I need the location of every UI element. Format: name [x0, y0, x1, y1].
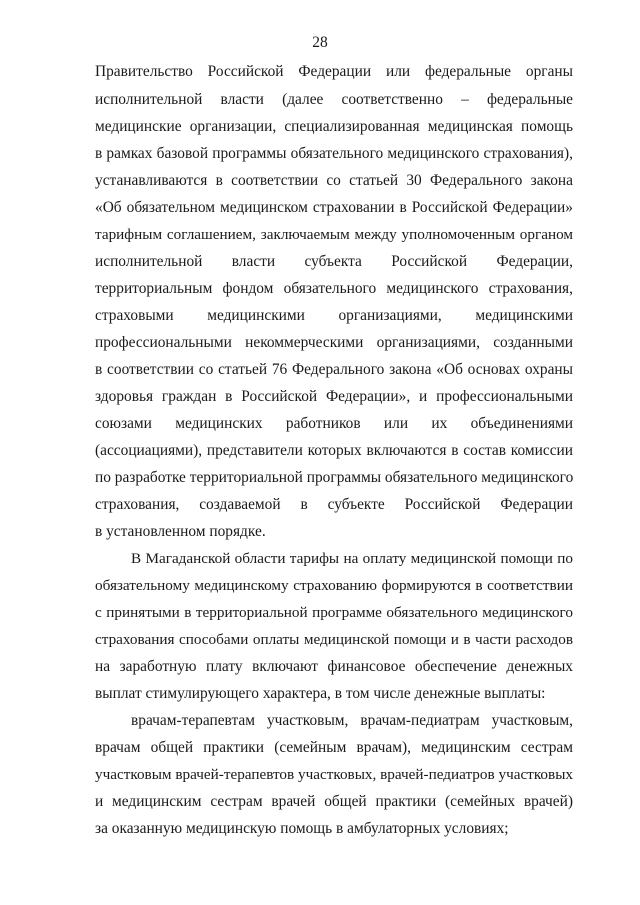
paragraph-2-line-1: В Магаданской области тарифы на оплату медицинской помощи по — [131, 550, 573, 567]
paragraph-1-line-18: в установленном порядке. — [95, 523, 266, 540]
paragraph-1-line-7: тарифным соглашением, заключаемым между уполномоченным органом — [95, 226, 573, 243]
paragraph-1-line-2: исполнительной власти (далее соответственно – федеральные — [95, 91, 573, 108]
paragraph-2-line-5: на заработную плату включают финансовое обеспечение денежных — [95, 658, 573, 675]
paragraph-1-line-13: здоровья граждан в Российской Федерации», и профессиональными — [95, 388, 573, 405]
paragraph-1-line-16: по разработке территориальной программы обязательного медицинского — [95, 469, 574, 486]
paragraph-2-line-4: страхования способами оплаты медицинской помощи и в части расходов — [95, 631, 573, 648]
paragraph-1-line-5: устанавливаются в соответствии со статьей 30 Федерального закона — [95, 172, 573, 189]
paragraph-2-line-6: выплат стимулирующего характера, в том числе денежные выплаты: — [95, 685, 546, 702]
paragraph-1-line-4: в рамках базовой программы обязательного медицинского страхования), — [95, 145, 573, 162]
paragraph-2-line-3: с принятыми в территориальной программе обязательного медицинского — [95, 604, 573, 621]
paragraph-1-line-12: в соответствии со статьей 76 Федерального закона «Об основах охраны — [95, 361, 573, 378]
paragraph-3-line-2: врачам общей практики (семейным врачам), медицинским сестрам — [95, 739, 573, 756]
page-number: 28 — [312, 34, 328, 51]
paragraph-1-line-8: исполнительной власти субъекта Российской Федерации, — [95, 253, 573, 270]
paragraph-1-line-11: профессиональными некоммерческими организациями, созданными — [95, 334, 573, 351]
paragraph-1-line-17: страхования, создаваемой в субъекте Российской Федерации — [95, 496, 573, 513]
paragraph-1-line-1: Правительство Российской Федерации или федеральные органы — [95, 63, 573, 80]
paragraph-2-line-2: обязательному медицинскому страхованию формируются в соответствии — [95, 577, 573, 594]
paragraph-1-line-3: медицинские организации, специализированная медицинская помощь — [95, 118, 573, 135]
paragraph-3-line-1: врачам-терапевтам участковым, врачам-педиатрам участковым, — [131, 712, 573, 729]
paragraph-1-line-14: союзами медицинских работников или их объединениями — [95, 415, 573, 432]
paragraph-3-line-4: и медицинским сестрам врачей общей практики (семейных врачей) — [95, 793, 573, 810]
paragraph-1-line-10: страховыми медицинскими организациями, медицинскими — [95, 307, 573, 324]
paragraph-3-line-3: участковым врачей-терапевтов участковых, врачей-педиатров участковых — [95, 766, 573, 783]
paragraph-1-line-6: «Об обязательном медицинском страховании в Российской Федерации» — [95, 199, 573, 216]
paragraph-1-line-9: территориальным фондом обязательного медицинского страхования, — [95, 280, 573, 297]
paragraph-3-line-5: за оказанную медицинскую помощь в амбулаторных условиях; — [95, 820, 509, 837]
paragraph-1-line-15: (ассоциациями), представители которых включаются в состав комиссии — [95, 442, 573, 459]
